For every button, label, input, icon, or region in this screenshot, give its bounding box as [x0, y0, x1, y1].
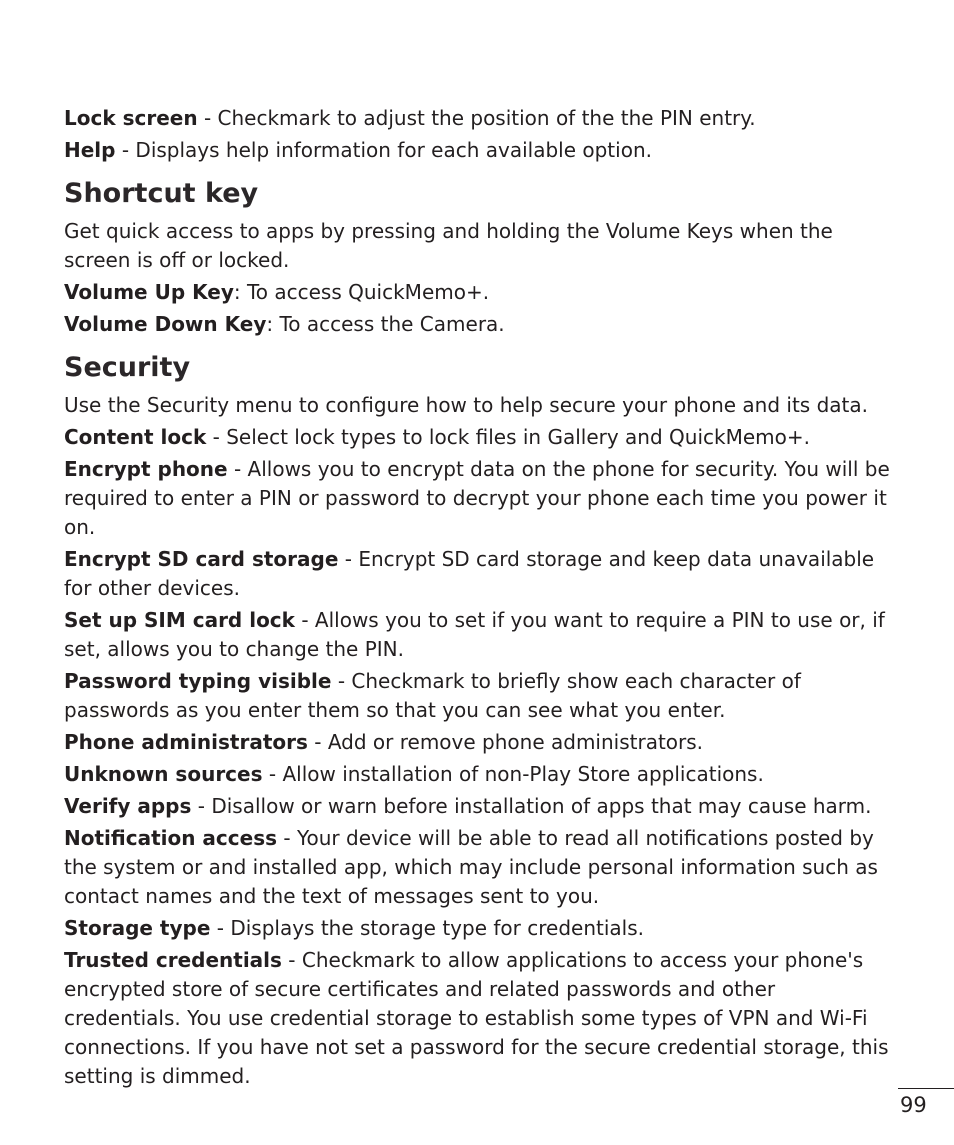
entry-encrypt-phone	[64, 455, 894, 542]
section-heading-security: Security	[64, 352, 191, 383]
entry-content-lock	[64, 423, 894, 452]
entry-verify-apps	[64, 792, 894, 821]
entry-term: Unknown sources	[64, 762, 263, 786]
entry-separator: -	[210, 916, 231, 940]
entry-description: Disallow or warn before installation of apps that may cause harm.	[211, 794, 872, 818]
section-intro-shortcut-key: Get quick access to apps by pressing and holding the Volume Keys when the screen is off or locked.	[64, 219, 833, 272]
entry-separator: :	[233, 280, 247, 304]
entry-password-typing-visible	[64, 667, 894, 725]
entry-trusted-credentials	[64, 946, 894, 1091]
entry-term: Help	[64, 138, 116, 162]
entry-separator: -	[277, 826, 297, 850]
section-heading-shortcut-key: Shortcut key	[64, 178, 259, 209]
entry-separator: -	[307, 730, 328, 754]
entry-description: Allow installation of non-Play Store applications.	[282, 762, 764, 786]
entry-volume-up-key	[64, 278, 894, 307]
entry-description: Select lock types to lock files in Gallery and QuickMemo+.	[226, 425, 810, 449]
entry-term: Storage type	[64, 916, 211, 940]
entry-separator: -	[294, 608, 315, 632]
entry-term: Lock screen	[64, 106, 198, 130]
entry-lock-screen	[64, 104, 894, 133]
entry-separator: -	[206, 425, 227, 449]
entry-term: Volume Down Key	[64, 312, 267, 336]
entry-description: Add or remove phone administrators.	[327, 730, 704, 754]
entry-term: Volume Up Key	[64, 280, 234, 304]
entry-term: Notification access	[64, 826, 278, 850]
entry-help	[64, 136, 894, 165]
entry-description: Allows you to encrypt data on the phone for security. You will be required to enter a PIN or password to decrypt your phone each time you power it on.	[64, 457, 890, 539]
entry-term: Set up SIM card lock	[64, 608, 295, 632]
entry-set-up-sim-card-lock	[64, 606, 894, 664]
entry-term: Encrypt SD card storage	[64, 547, 339, 571]
entry-separator: -	[331, 669, 352, 693]
entry-description: Allows you to set if you want to require a PIN to use or, if set, allows you to change the PIN.	[64, 608, 885, 661]
entry-encrypt-sd-card-storage	[64, 545, 894, 603]
entry-separator: -	[338, 547, 359, 571]
entry-description: To access the Camera.	[279, 312, 505, 336]
entry-term: Encrypt phone	[64, 457, 228, 481]
entry-description: To access QuickMemo+.	[246, 280, 490, 304]
entry-volume-down-key	[64, 310, 894, 339]
entry-separator: -	[115, 138, 136, 162]
entry-term: Content lock	[64, 425, 207, 449]
entry-separator: -	[191, 794, 212, 818]
entry-description: Encrypt SD card storage and keep data unavailable for other devices.	[64, 547, 875, 600]
entry-description: Checkmark to adjust the position of the the PIN entry.	[217, 106, 756, 130]
entry-term: Verify apps	[64, 794, 192, 818]
section-intro-security: Use the Security menu to configure how to help secure your phone and its data.	[64, 393, 868, 417]
entry-separator: -	[227, 457, 248, 481]
entry-description: Checkmark to allow applications to access your phone's encrypted store of secure certificates and related passwords and other credentials. You use credential storage to establish some types of VPN and Wi-Fi connections. If you have not set a password for the secure credential storage, this setting is dimmed.	[64, 948, 889, 1088]
entry-term: Phone administrators	[64, 730, 308, 754]
entry-separator: :	[266, 312, 280, 336]
entry-separator: -	[197, 106, 218, 130]
entry-term: Trusted credentials	[64, 948, 282, 972]
entry-description: Your device will be able to read all notifications posted by the system or and installed app, which may include personal information such as contact names and the text of messages sent to you.	[64, 826, 878, 908]
entry-separator: -	[262, 762, 283, 786]
entry-term: Password typing visible	[64, 669, 332, 693]
entry-separator: -	[281, 948, 302, 972]
entry-description: Checkmark to briefly show each character of passwords as you enter them so that you can see what you enter.	[64, 669, 801, 722]
entry-notification-access	[64, 824, 894, 911]
page-content	[64, 104, 894, 1094]
entry-storage-type	[64, 914, 894, 943]
entry-unknown-sources	[64, 760, 894, 789]
entry-description: Displays the storage type for credentials.	[230, 916, 644, 940]
entry-phone-administrators	[64, 728, 894, 757]
page-number: 99	[898, 1088, 954, 1117]
entry-description: Displays help information for each available option.	[135, 138, 652, 162]
